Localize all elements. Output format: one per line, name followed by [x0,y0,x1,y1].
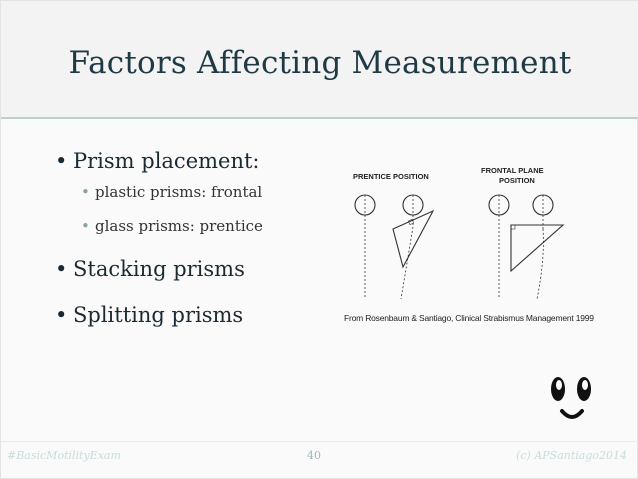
bullet-dot-icon: • [55,149,68,173]
figure-caption: From Rosenbaum & Santiago, Clinical Strabismus Management 1999 [344,313,594,323]
footer-copyright: (c) APSantiago2014 [516,449,627,462]
bullet-item [55,149,260,173]
sub-bullet-dot-icon: • [81,183,90,201]
eye-highlight-icon [582,380,588,390]
eye-highlight-icon [556,380,562,390]
bullet-dot-icon: • [55,303,68,327]
right-angle-mark-icon [511,225,515,229]
page-number: 40 [307,449,321,462]
bullet-text: Splitting prisms [73,303,244,327]
footer-hashtag: #BasicMotilityExam [7,449,121,462]
prism-triangle-icon [511,225,563,271]
bullet-text: Prism placement: [73,149,260,173]
bullet-dot-icon: • [55,257,68,281]
title-band [1,1,638,119]
deviated-axis-line [401,227,413,299]
sub-bullet-item [81,183,263,201]
bullet-text: Stacking prisms [73,257,245,281]
frontal-plane-label: FRONTAL PLANE [481,166,544,175]
frontal-position-label: POSITION [499,176,535,185]
smiley-face-icon [545,373,601,429]
bullet-item [55,303,244,327]
deviated-axis-line [537,229,543,299]
sub-bullet-dot-icon: • [81,217,90,235]
prentice-position-label: PRENTICE POSITION [353,172,429,181]
bullet-item [55,257,245,281]
prism-triangle-icon [393,211,433,267]
footer-divider [1,441,638,442]
slide-title: Factors Affecting Measurement [68,45,572,81]
prism-position-figure [331,159,601,309]
sub-bullet-item [81,217,263,235]
sub-bullet-text: plastic prisms: frontal [95,183,263,201]
sub-bullet-text: glass prisms: prentice [95,217,263,235]
smile-mouth-icon [562,411,582,417]
